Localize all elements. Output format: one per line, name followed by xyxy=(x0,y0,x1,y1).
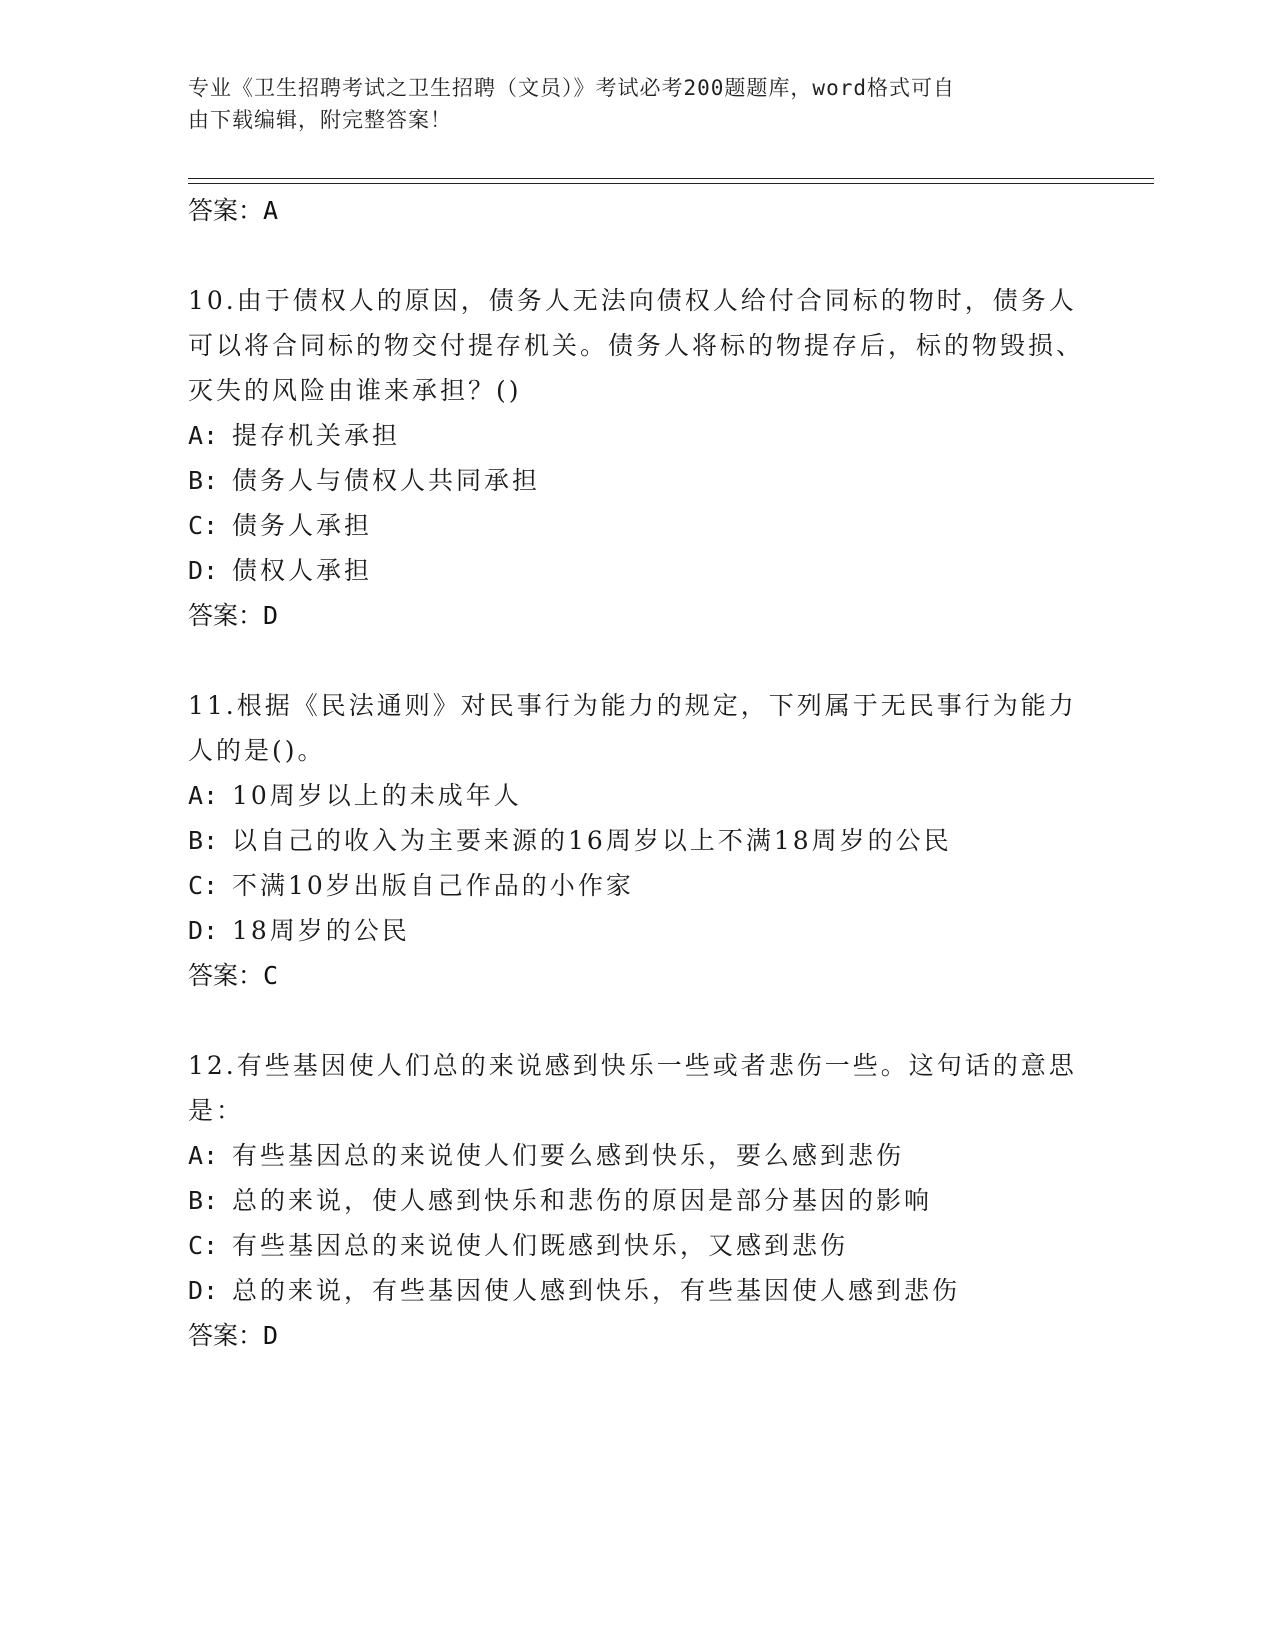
option-key: B: xyxy=(188,1186,219,1215)
option-text: 18周岁的公民 xyxy=(232,916,410,945)
option-a xyxy=(188,1133,1088,1178)
option-text: 不满10岁出版自己作品的小作家 xyxy=(232,871,634,900)
option-b xyxy=(188,458,1088,503)
option-a xyxy=(188,413,1088,458)
option-key: C: xyxy=(188,871,219,900)
header-divider-bottom xyxy=(188,183,1154,184)
option-key: B: xyxy=(188,466,219,495)
spacer xyxy=(188,999,1088,1043)
option-c xyxy=(188,1223,1088,1268)
option-text: 债务人与债权人共同承担 xyxy=(232,466,541,495)
question-stem: 10.由于债权人的原因，债务人无法向债权人给付合同标的物时，债务人可以将合同标的物交付提存机关。债务人将标的物提存后，标的物毁损、灭失的风险由谁来承担？() xyxy=(188,286,1085,405)
option-text: 总的来说，使人感到快乐和悲伤的原因是部分基因的影响 xyxy=(232,1186,933,1215)
option-text: 以自己的收入为主要来源的16周岁以上不满18周岁的公民 xyxy=(232,826,952,855)
question-stem: 12.有些基因使人们总的来说感到快乐一些或者悲伤一些。这句话的意思是： xyxy=(188,1051,1077,1125)
header-divider-top xyxy=(188,178,1154,179)
option-key: C: xyxy=(188,511,219,540)
document-header xyxy=(188,72,1068,136)
answer-line: 答案：C xyxy=(188,961,279,990)
option-key: A: xyxy=(188,1141,219,1170)
option-c xyxy=(188,503,1088,548)
question-list xyxy=(188,188,1088,1359)
option-text: 债权人承担 xyxy=(232,556,373,585)
option-text: 债务人承担 xyxy=(232,511,373,540)
option-d xyxy=(188,548,1088,593)
option-key: A: xyxy=(188,781,219,810)
option-key: B: xyxy=(188,826,219,855)
option-text: 有些基因总的来说使人们既感到快乐，又感到悲伤 xyxy=(232,1231,849,1260)
option-text: 有些基因总的来说使人们要么感到快乐，要么感到悲伤 xyxy=(232,1141,905,1170)
option-b xyxy=(188,818,1088,863)
option-text: 提存机关承担 xyxy=(232,421,401,450)
question-block xyxy=(188,1043,1088,1359)
option-key: D: xyxy=(188,916,219,945)
option-key: C: xyxy=(188,1231,219,1260)
header-line-1: 专业《卫生招聘考试之卫生招聘（文员）》考试必考200题题库，word格式可自 xyxy=(188,76,955,100)
question-block xyxy=(188,278,1088,639)
option-text: 10周岁以上的未成年人 xyxy=(232,781,522,810)
option-a xyxy=(188,773,1088,818)
spacer xyxy=(188,639,1088,683)
option-key: D: xyxy=(188,556,219,585)
option-key: A: xyxy=(188,421,219,450)
option-d xyxy=(188,1268,1088,1313)
option-d xyxy=(188,908,1088,953)
option-text: 总的来说，有些基因使人感到快乐，有些基因使人感到悲伤 xyxy=(232,1276,961,1305)
question-block xyxy=(188,683,1088,999)
option-b xyxy=(188,1178,1088,1223)
answer-line: 答案：D xyxy=(188,601,279,630)
question-stem: 11.根据《民法通则》对民事行为能力的规定，下列属于无民事行为能力人的是()。 xyxy=(188,691,1077,765)
option-c xyxy=(188,863,1088,908)
option-key: D: xyxy=(188,1276,219,1305)
previous-answer: 答案：A xyxy=(188,196,279,225)
header-line-2: 由下载编辑，附完整答案！ xyxy=(188,108,452,132)
spacer xyxy=(188,234,1088,278)
answer-line: 答案：D xyxy=(188,1321,279,1350)
